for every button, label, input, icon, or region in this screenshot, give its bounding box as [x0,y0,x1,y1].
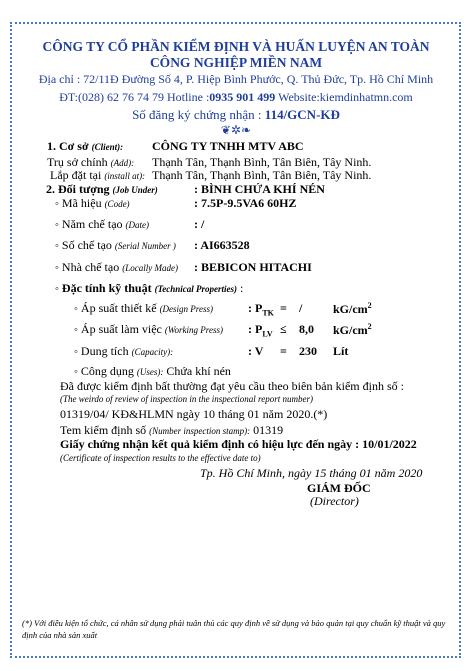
field-row-serial [55,238,176,253]
object-row [46,182,158,197]
field-row-maker [55,260,178,275]
design-press-unit [333,301,372,317]
director-title-en: (Director) [310,494,359,508]
facility-label: 1. Cơ sở [47,139,89,153]
hq-label: Trụ sở chính [47,155,108,169]
design-press-op: = [280,301,287,315]
work-press-sym: : P [248,322,263,336]
object-label-en: (Job Under) [112,185,158,195]
ornament-icon: ❦✲❧ [220,123,252,137]
work-press-sub: LV [262,329,273,339]
tech-colon: : [240,281,244,295]
bullet-icon: ◦ [55,262,59,274]
tech-label-en: (Technical Properties) [154,284,237,294]
field-label: Nhà chế tạo [61,260,120,274]
company-address: Địa chỉ : 72/11Đ Đường Số 4, P. Hiệp Bình Phước, Q. Thủ Đức, Tp. Hồ Chí Minh [38,72,434,86]
field-label: Số chế tạo [61,238,112,252]
work-press-unit [333,322,372,338]
registration-label: Số đăng ký chứng nhận : [132,107,262,122]
field-label-en: (Date) [125,220,150,230]
field-label-en: (Code) [104,199,130,209]
registration-number: 114/GCN-KĐ [264,107,340,122]
work-press-row [74,322,223,337]
phone: ĐT:(028) 62 76 74 79 [59,90,164,104]
capacity-unit: Lít [333,344,349,358]
field-value-maker: : BEBICON HITACHI [194,260,312,274]
stamp-row [60,423,283,438]
stamp-number: 01319 [253,423,284,437]
design-press-label-en: (Design Press) [159,304,213,314]
capacity-op: = [280,344,287,358]
bullet-icon: ◦ [74,303,78,315]
design-press-row [74,301,213,316]
footnote: (*) Với điều kiện tổ chức, cá nhân sử dụng phải tuân thủ các quy định về sử dụng và bảo quản tại quy chuẩn kỹ thuật và quy định của nhà sản xuất [22,618,446,640]
design-press-unit-exp: 2 [367,301,372,310]
bullet-icon: ◦ [55,198,59,210]
bullet-icon: ◦ [55,240,59,252]
design-press-sym: : P [248,301,263,315]
bullet-icon: ◦ [74,324,78,336]
bullet-icon: ◦ [74,366,78,378]
use-row [74,364,231,379]
object-label: 2. Đối tượng [46,182,110,196]
work-press-symbol [248,322,273,338]
stamp-label: Tem kiểm định số [60,423,147,437]
field-label-en: (Serial Number ) [114,241,176,251]
use-label: Công dụng [80,364,134,378]
capacity-row [74,344,173,359]
capacity-label-en: (Capacity): [131,347,174,357]
facility-row [47,139,123,154]
registration-line [10,107,462,123]
website: Website:kiemdinhatmn.com [278,90,413,104]
tech-row [55,281,243,296]
capacity-value: 230 [299,344,317,358]
use-label-en: (Uses): [136,367,164,377]
facility-value: CÔNG TY TNHH MTV ABC [152,139,304,153]
report-number: 01319/04/ KĐ&HLMN ngày 10 tháng 01 năm 2020.(*) [60,407,328,421]
field-value-serial: : AI663528 [194,238,250,252]
work-press-unit-exp: 2 [367,322,372,331]
company-name-line1: CÔNG TY CỔ PHẦN KIỂM ĐỊNH VÀ HUẤN LUYỆN AN TOÀN [42,39,430,54]
field-value-code: : 7.5P-9.5VA6 60HZ [194,196,297,210]
work-press-label: Áp suất làm việc [80,322,162,336]
validity-label: Giấy chứng nhận kết quả kiểm định có hiệu lực đến ngày : [60,437,360,451]
hotline-number: 0935 901 499 [209,90,276,104]
bullet-icon: ◦ [55,219,59,231]
install-value: Thạnh Tân, Thạnh Bình, Tân Biên, Tây Ninh. [152,168,372,182]
design-press-symbol [248,301,274,317]
work-press-unit-text: kG/cm [333,323,368,337]
inspection-line-en: (The weirdo of review of inspection in the inspectional report number) [60,394,313,404]
inspection-line: Đã được kiểm định bất thường đạt yêu cầu theo biên bản kiểm định số : [60,379,404,393]
stamp-label-en: (Number inspection stamp): [149,426,251,436]
place-date: Tp. Hồ Chí Minh, ngày 15 tháng 01 năm 2020 [200,466,423,480]
work-press-label-en: (Working Press) [164,325,223,335]
contact-line [10,90,462,105]
object-value: : BÌNH CHỨA KHÍ NÉN [194,182,325,196]
capacity-label: Dung tích [80,344,129,358]
bullet-icon: ◦ [55,283,59,295]
hq-label-en: (Add): [110,158,135,168]
field-label: Mã hiệu [61,196,102,210]
install-label: Lắp đặt tại [50,168,102,182]
field-label-en: (Locally Made) [122,263,178,273]
use-value: Chứa khí nén [166,364,231,378]
field-value-year: : / [194,217,205,231]
hq-value: Thạnh Tân, Thạnh Bình, Tân Biên, Tây Ninh. [152,155,372,169]
install-label-en: (install at): [104,171,146,181]
design-press-label: Áp suất thiết kế [80,301,157,315]
capacity-symbol: : V [248,344,264,358]
work-press-op: ≤ [280,322,287,336]
validity-row [60,437,417,452]
tech-label: Đặc tính kỹ thuật [61,281,152,295]
design-press-unit-text: kG/cm [333,302,368,316]
hotline-label: Hotline : [166,90,210,104]
field-row-year [55,217,149,232]
facility-label-en: (Client): [91,142,124,152]
design-press-sub: TK [262,308,274,318]
work-press-value: 8,0 [299,322,314,336]
validity-date: 10/01/2022 [362,437,417,451]
design-press-value: / [299,301,303,315]
field-row-code [55,196,130,211]
validity-label-en: (Certificate of inspection results to the effective date to) [60,453,261,463]
company-name-line2: CÔNG NGHIỆP MIỀN NAM [149,55,323,70]
install-label-row [50,168,145,183]
director-title: GIÁM ĐỐC [307,481,371,495]
field-label: Năm chế tạo [61,217,123,231]
bullet-icon: ◦ [74,346,78,358]
